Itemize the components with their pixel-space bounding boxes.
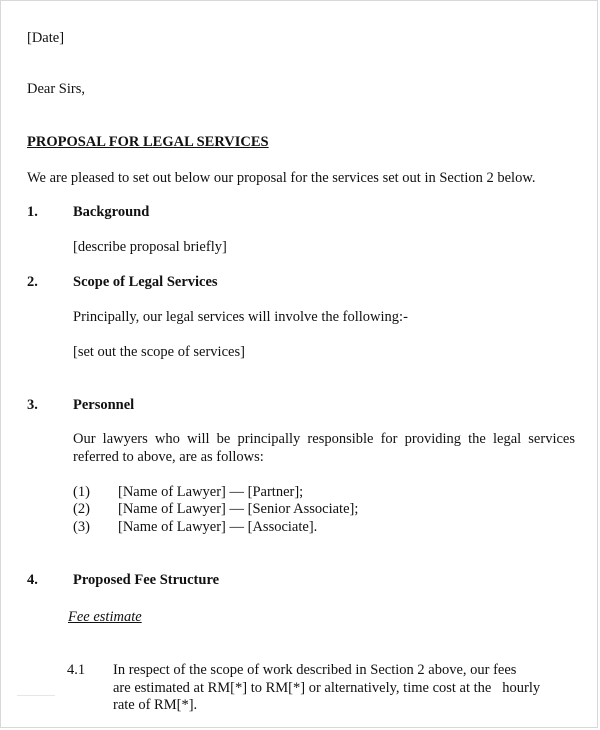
list-item-number: (3) bbox=[73, 519, 90, 535]
section-1-heading: Background bbox=[73, 204, 150, 220]
section-4-number: 4. bbox=[27, 572, 38, 588]
salutation: Dear Sirs, bbox=[27, 81, 85, 97]
fee-estimate-subheading: Fee estimate bbox=[68, 609, 142, 625]
section-2-body: Principally, our legal services will involve the following:- bbox=[73, 309, 408, 325]
date-line: [Date] bbox=[27, 30, 65, 46]
section-1-body: [describe proposal briefly] bbox=[73, 239, 227, 255]
clause-number: 4.1 bbox=[67, 662, 86, 678]
section-1-number: 1. bbox=[27, 204, 38, 220]
document-title: PROPOSAL FOR LEGAL SERVICES bbox=[27, 134, 269, 150]
clause-line: rate of RM[*]. bbox=[113, 697, 198, 713]
section-3-heading: Personnel bbox=[73, 397, 135, 413]
clause-line: In respect of the scope of work described in Section 2 above, our fees bbox=[113, 662, 517, 678]
section-2-heading: Scope of Legal Services bbox=[73, 274, 218, 290]
list-item: [Name of Lawyer] — [Partner]; bbox=[118, 484, 304, 500]
section-3-body: Our lawyers who will be principally responsible for providing the legal services referred to above, are as follows: bbox=[73, 431, 575, 465]
page-divider bbox=[17, 695, 55, 696]
list-item-number: (2) bbox=[73, 501, 90, 517]
list-item-number: (1) bbox=[73, 484, 90, 500]
clause-line: are estimated at RM[*] to RM[*] or alternatively, time cost at the hourly bbox=[113, 680, 541, 696]
section-2-number: 2. bbox=[27, 274, 38, 290]
section-2-body-2: [set out the scope of services] bbox=[73, 344, 245, 360]
list-item: [Name of Lawyer] — [Associate]. bbox=[118, 519, 318, 535]
section-4-heading: Proposed Fee Structure bbox=[73, 572, 220, 588]
section-3-number: 3. bbox=[27, 397, 38, 413]
list-item: [Name of Lawyer] — [Senior Associate]; bbox=[118, 501, 359, 517]
intro-paragraph: We are pleased to set out below our proposal for the services set out in Section 2 below. bbox=[27, 170, 536, 186]
